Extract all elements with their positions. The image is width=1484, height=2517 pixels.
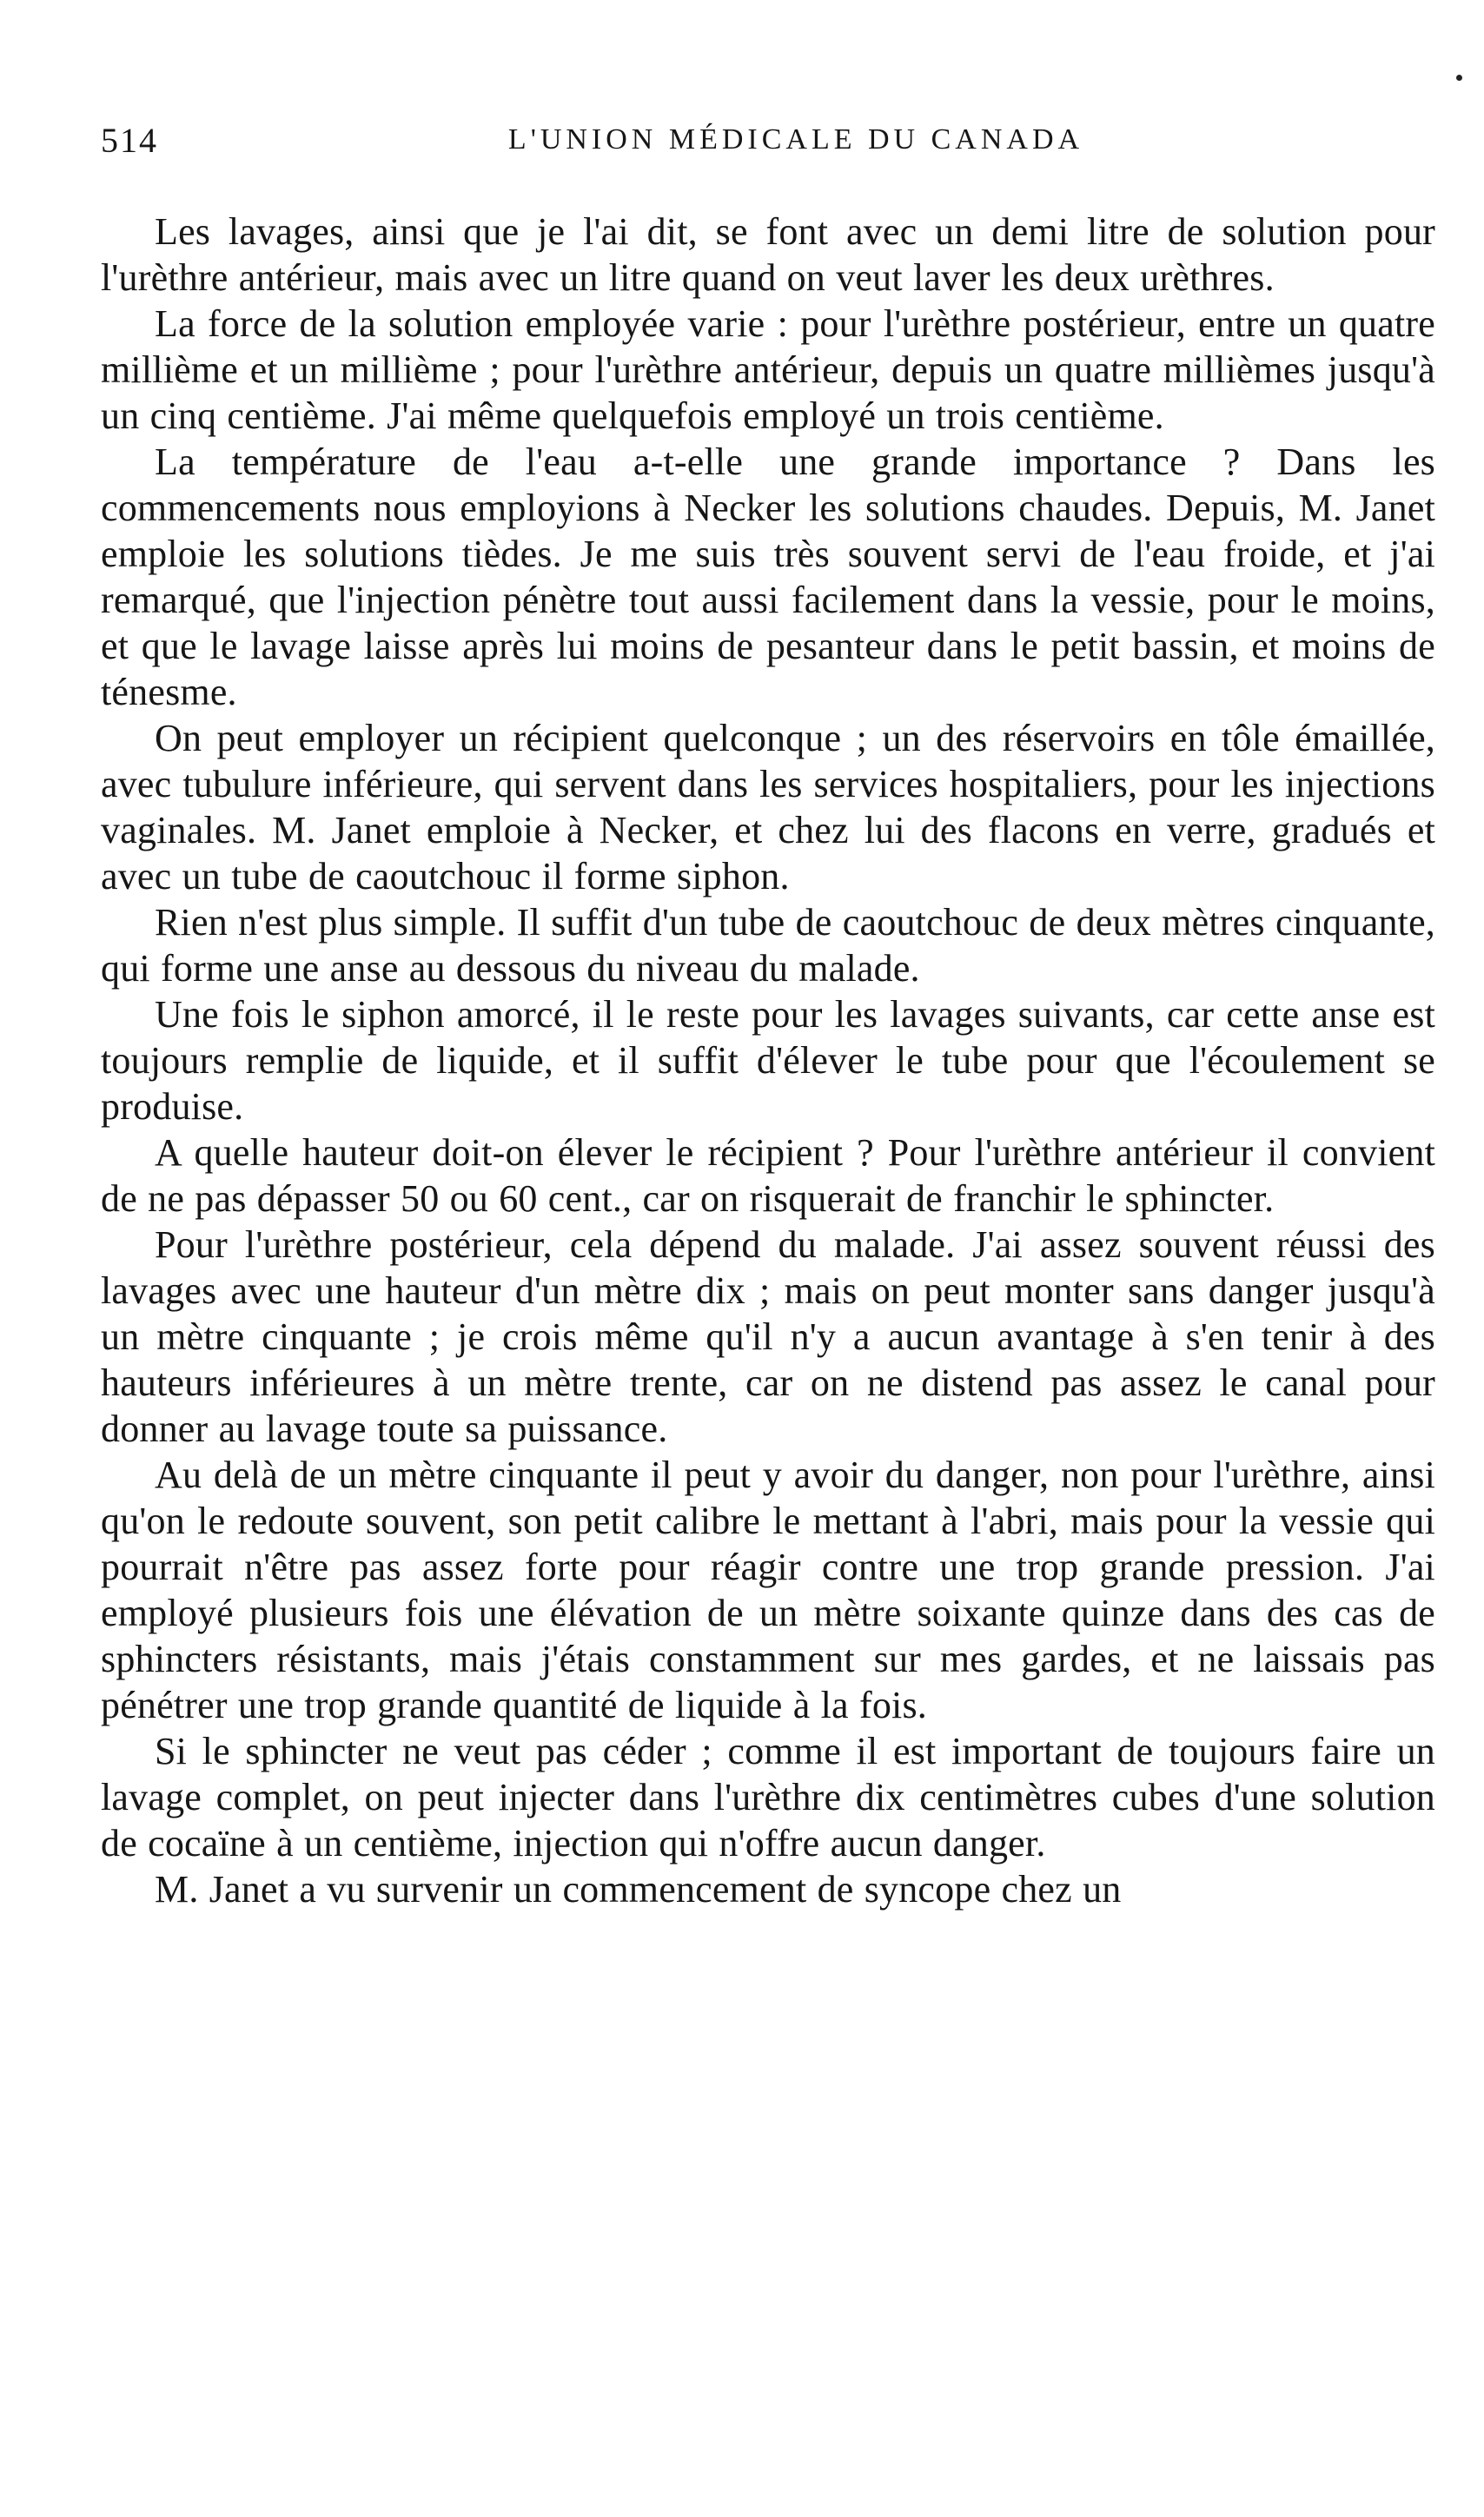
paragraph: Une fois le siphon amorcé, il le reste pour les lavages suivants, car cette anse est toujours remplie de liquide, et il suffit d'élever le tube pour que l'écoulement se produise. (101, 993, 1435, 1128)
page-number: 514 (101, 121, 158, 160)
running-head: L'UNION MÉDICALE DU CANADA (507, 123, 1084, 156)
paragraph: La température de l'eau a-t-elle une grande importance ? Dans les commencements nous employions à Necker les solutions chaudes. Depuis, M. Janet emploie les solutions tièdes. Je me suis très souvent servi de l'eau froide, et j'ai remarqué, que l'injection pénètre tout aussi facilement dans la vessie, pour le moins, et que le lavage laisse après lui moins de pesanteur dans le petit bassin, et moins de ténesme. (101, 440, 1435, 713)
paragraph: M. Janet a vu survenir un commencement de syncope chez un (155, 1868, 1122, 1911)
paragraph: Pour l'urèthre postérieur, cela dépend du malade. J'ai assez souvent réussi des lavages avec une hauteur d'un mètre dix ; mais on peut monter sans danger jusqu'à un mètre cinquante ; je crois même qu'il n'y a aucun avantage à s'en tenir à des hauteurs inférieures à un mètre trente, car on ne distend pas assez le canal pour donner au lavage toute sa puissance. (101, 1223, 1435, 1450)
ink-speck (1456, 75, 1462, 81)
paragraph: Au delà de un mètre cinquante il peut y avoir du danger, non pour l'urèthre, ainsi qu'on le redoute souvent, son petit calibre le mettant à l'abri, mais pour la vessie qui pourrait n'être pas assez forte pour réagir contre une trop grande pression. J'ai employé plusieurs fois une élévation de un mètre soixante quinze dans des cas de sphincters résistants, mais j'étais constamment sur mes gardes, et ne laissais pas pénétrer une trop grande quantité de liquide à la fois. (101, 1454, 1435, 1726)
paragraph: Si le sphincter ne veut pas céder ; comme il est important de toujours faire un lavage complet, on peut injecter dans l'urèthre dix centimètres cubes d'une solution de cocaïne à un centième, injection qui n'offre aucun danger. (101, 1730, 1435, 1865)
paragraph: Les lavages, ainsi que je l'ai dit, se font avec un demi litre de solution pour l'urèthre antérieur, mais avec un litre quand on veut laver les deux urèthres. (101, 210, 1435, 299)
body-text (101, 209, 1435, 1912)
paragraph: A quelle hauteur doit-on élever le récipient ? Pour l'urèthre antérieur il convient de ne pas dépasser 50 ou 60 cent., car on risquerait de franchir le sphincter. (101, 1131, 1435, 1220)
paragraph: Rien n'est plus simple. Il suffit d'un tube de caoutchouc de deux mètres cinquante, qui forme une anse au dessous du niveau du malade. (101, 901, 1435, 990)
paragraph: On peut employer un récipient quelconque ; un des réservoirs en tôle émaillée, avec tubulure inférieure, qui servent dans les services hospitaliers, pour les injections vaginales. M. Janet emploie à Necker, et chez lui des flacons en verre, gradués et avec un tube de caoutchouc il forme siphon. (101, 717, 1435, 898)
paragraph: La force de la solution employée varie : pour l'urèthre postérieur, entre un quatre millième et un millième ; pour l'urèthre antérieur, depuis un quatre millièmes jusqu'à un cinq centième. J'ai même quelquefois employé un trois centième. (101, 302, 1435, 437)
page-header (101, 120, 1435, 172)
